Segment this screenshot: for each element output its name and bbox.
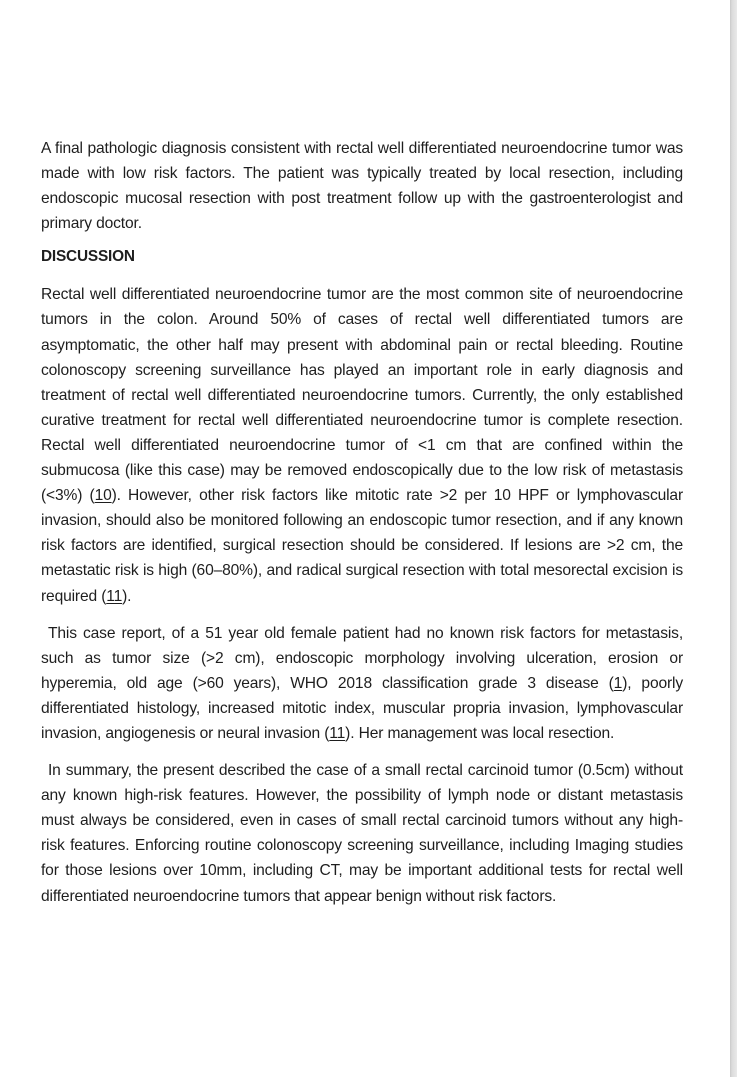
citation-link-10[interactable]: 10	[94, 487, 112, 505]
text-segment: Rectal well differentiated neuroendocrine tumor are the most common site of neuroendocrine tumors in the colon. Around 50% of cases of rectal well differentiated tumors are asymptomatic, the other half may present with abdominal pain or rectal bleeding. Routine colonoscopy screening surveillance has played an important role in early diagnosis and treatment of rectal well differentiated neuroendocrine tumors. Currently, the only established curative treatment for rectal well differentiated neuroendocrine tumor is complete resection. Rectal well differentiated neuroendocrine tumor of <1 cm that are confined within the submucosa (like this case) may be removed endoscopically due to the low risk of metastasis (<3%) (	[41, 286, 683, 505]
citation-link-1[interactable]: 1	[613, 674, 623, 692]
discussion-paragraph-3: In summary, the present described the case of a small rectal carcinoid tumor (0.5cm) without any known high-risk features. However, the possibility of lymph node or distant metastasis must always be considered, even in cases of small rectal carcinoid tumors without any high-risk features. Enforcing routine colonoscopy screening surveillance, including Imaging studies for those lesions over 10mm, including CT, may be important additional tests for rectal well differentiated neuroendocrine tumors that appear benign without risk factors.	[41, 762, 683, 905]
text-segment: ).	[122, 587, 132, 605]
text-segment: ). Her management was local resection.	[345, 724, 615, 742]
discussion-paragraph-1	[41, 282, 683, 608]
discussion-paragraph-2	[41, 621, 683, 746]
text-segment: This case report, of a 51 year old female patient had no known risk factors for metastasis, such as tumor size (>2 cm), endoscopic morphology involving ulceration, erosion or hyperemia, old age (>60 years), WHO 2018 classification grade 3 disease (	[41, 624, 683, 692]
citation-link-11[interactable]: 11	[329, 724, 346, 742]
text-segment: ), poorly differentiated histology, increased mitotic index, muscular propria invasion, lymphovascular invasion, angiogenesis or neural invasion (	[41, 674, 684, 742]
text-segment: ). However, other risk factors like mitotic rate >2 per 10 HPF or lymphovascular invasion, should also be monitored following an endoscopic tumor resection, and if any known risk factors are identified, surgical resection should be considered. If lesions are >2 cm, the metastatic risk is high (60–80%), and radical surgical resection with total mesorectal excision is required (	[41, 487, 683, 605]
section-heading-discussion: DISCUSSION	[41, 248, 135, 266]
page-edge-shadow	[730, 0, 737, 1077]
intro-paragraph: A final pathologic diagnosis consistent with rectal well differentiated neuroendocrine tumor was made with low risk factors. The patient was typically treated by local resection, including endoscopic mucosal resection with post treatment follow up with the gastroenterologist and primary doctor.	[41, 140, 683, 233]
citation-link-11[interactable]: 11	[106, 587, 123, 605]
page-content	[41, 136, 683, 921]
